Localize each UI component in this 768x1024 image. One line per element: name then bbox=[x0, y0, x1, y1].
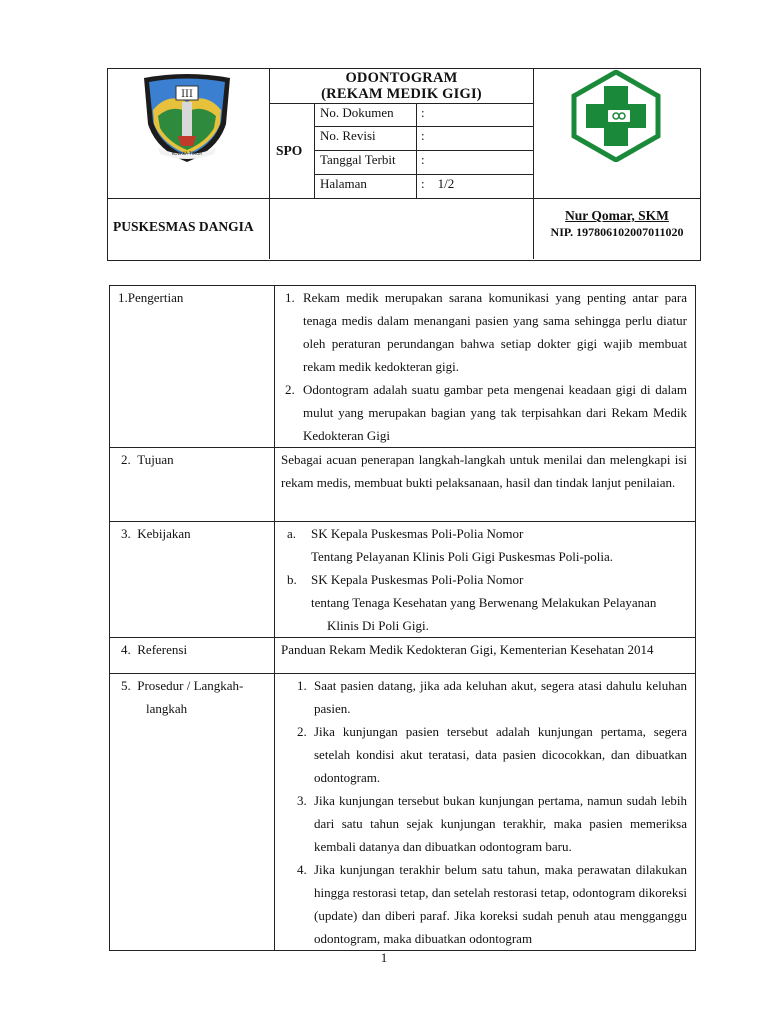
kebijakan-item-line: Klinis Di Poli Gigi. bbox=[327, 618, 429, 633]
label-kebijakan: 3. Kebijakan bbox=[110, 522, 275, 638]
field-label-tanggal-terbit: Tanggal Terbit bbox=[320, 152, 396, 167]
field-label-halaman: Halaman bbox=[320, 176, 367, 191]
tujuan-text: Sebagai acuan penerapan langkah-langkah untuk menilai dan melengkapi isi rekam medis, membuat bukti pelaksanaan, hasil dan tindak lanjut penilaian. bbox=[275, 448, 696, 522]
field-value-tanggal-terbit: : bbox=[421, 152, 425, 167]
row-prosedur bbox=[110, 674, 696, 951]
field-value-halaman: : 1/2 bbox=[421, 176, 455, 191]
row-kebijakan bbox=[110, 522, 696, 638]
row-tujuan bbox=[110, 448, 696, 522]
field-divider-2 bbox=[314, 150, 533, 151]
field-label-no-dokumen: No. Dokumen bbox=[320, 105, 394, 120]
prosedur-item: 1. Saat pasien datang, jika ada keluhan akut, segera atasi dahulu keluhan pasien. bbox=[297, 678, 687, 716]
header-col-sep-2 bbox=[533, 68, 534, 259]
header-divider bbox=[107, 198, 700, 199]
svg-text:III: III bbox=[181, 89, 193, 100]
signer-nip: NIP. 197806102007011020 bbox=[550, 225, 684, 239]
kebijakan-item-line: tentang Tenaga Kesehatan yang Berwenang Melakukan Pelayanan bbox=[311, 595, 657, 610]
pengertian-item: 2. Odontogram adalah suatu gambar peta mengenai keadaan gigi di dalam mulut yang merupakan bagian yang tak terpisahkan dari Rekam Medik Kedokteran Gigi bbox=[285, 382, 687, 443]
label-pengertian: 1.Pengertian bbox=[110, 286, 275, 448]
spo-label: SPO bbox=[276, 143, 303, 158]
doc-title-line1: ODONTOGRAM bbox=[345, 70, 458, 86]
procedure-table bbox=[109, 285, 696, 951]
svg-text:KOLAKA TIMUR: KOLAKA TIMUR bbox=[172, 151, 202, 156]
header-spo-sep bbox=[314, 103, 315, 199]
field-value-no-revisi: : bbox=[421, 128, 425, 143]
prosedur-item: 4. Jika kunjungan terakhir belum satu tahun, maka perawatan dilakukan hingga restorasi tetap, dan setelah restorasi tetap, odontogram dikoreksi (update) dan diberi paraf. Jika koreksi sudah penuh atau mengganggu odontogram, maka dibuatkan odontogram bbox=[297, 862, 687, 946]
field-label-no-revisi: No. Revisi bbox=[320, 128, 376, 143]
pengertian-item: 1. Rekam medik merupakan sarana komunikasi yang penting antar para tenaga medis dalam menangani pasien yang sama sehingga perlu diatur oleh peraturan perundangan bahwa setiap dokter gigi wajib membuat rekam medik kedokteran gigi. bbox=[285, 290, 687, 374]
field-divider-1 bbox=[314, 126, 533, 127]
prosedur-item: 3. Jika kunjungan tersebut bukan kunjungan pertama, namun sudah lebih dari satu tahun sejak kunjungan terakhir, maka pasien memeriksa kembali datanya dan dibuatkan odontogram baru. bbox=[297, 793, 687, 854]
label-referensi: 4. Referensi bbox=[110, 638, 275, 674]
row-referensi bbox=[110, 638, 696, 674]
label-tujuan: 2. Tujuan bbox=[110, 448, 275, 522]
prosedur-item: 2. Jika kunjungan pasien tersebut adalah kunjungan pertama, segera setelah kondisi akut teratasi, data pasien dicocokkan, dan dibuatkan odontogram. bbox=[297, 724, 687, 785]
institution-name: PUSKESMAS DANGIA bbox=[113, 219, 254, 234]
header-field-sep bbox=[416, 103, 417, 199]
page-number: 1 bbox=[380, 950, 388, 965]
kebijakan-item: a. SK Kepala Puskesmas Poli-Polia Nomor bbox=[287, 526, 524, 541]
doc-title-line2: (REKAM MEDIK GIGI) bbox=[321, 86, 482, 102]
referensi-text: Panduan Rekam Medik Kedokteran Gigi, Kementerian Kesehatan 2014 bbox=[275, 638, 696, 674]
regency-crest-logo bbox=[138, 72, 236, 164]
label-prosedur: 5. Prosedur / Langkah- langkah bbox=[110, 674, 275, 951]
title-divider bbox=[269, 103, 533, 104]
field-value-no-dokumen: : bbox=[421, 105, 425, 120]
kebijakan-item-line: Tentang Pelayanan Klinis Poli Gigi Puskesmas Poli-polia. bbox=[311, 549, 614, 564]
signer-name: Nur Qomar, SKM bbox=[565, 208, 669, 223]
kebijakan-item: b. SK Kepala Puskesmas Poli-Polia Nomor bbox=[287, 572, 524, 587]
row-pengertian bbox=[110, 286, 696, 448]
field-divider-3 bbox=[314, 174, 533, 175]
green-cross-puskesmas-logo bbox=[570, 70, 662, 162]
